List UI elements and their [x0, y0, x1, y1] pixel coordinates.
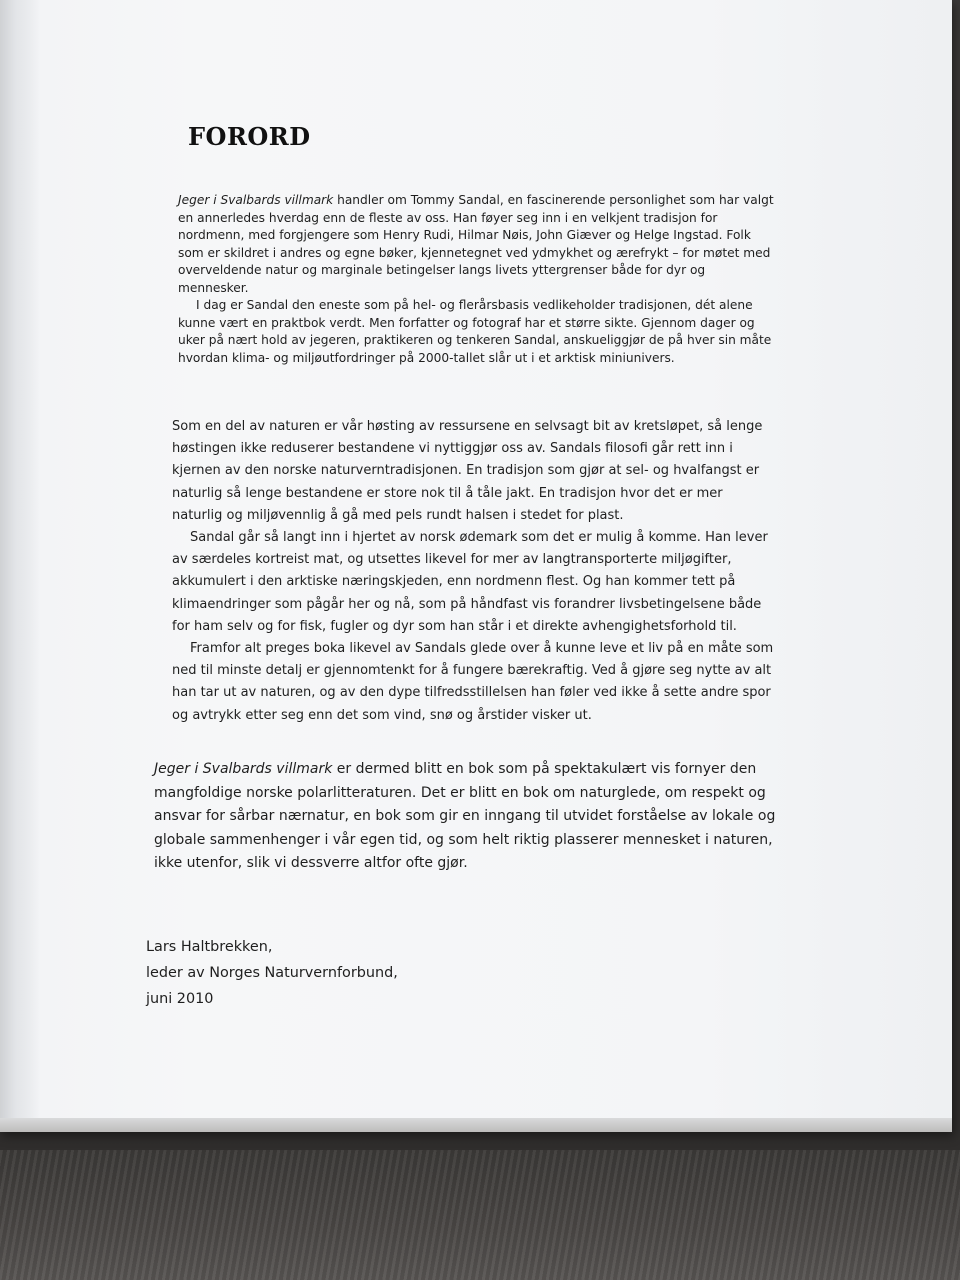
- intro-paragraph-1-text: handler om Tommy Sandal, en fascinerende personlighet som har valgt en annerledes hverdag enn de fleste av oss. Han føyer seg inn i en velkjent tradisjon for nordmenn, med forgjengere som Henry Rudi, Hilmar Nøis, John Giæver og Helge Ingstad. Folk som er skildret i andres og egne bøker, kjennetegnet ved ydmykhet og ærefrykt – for møtet med overveldende natur og marginale betingelser langs livets yttergrenser både for dyr og mennesker.: [178, 193, 774, 295]
- intro-paragraph-1: [178, 192, 774, 297]
- closing-section: [154, 758, 788, 876]
- signature-date: juni 2010: [146, 991, 214, 1007]
- signature-role: leder av Norges Naturvernforbund,: [146, 965, 398, 981]
- body-section: [172, 416, 776, 727]
- intro-paragraph-2: I dag er Sandal den eneste som på hel- og flerårsbasis vedlikeholder tradisjonen, dét alene kunne vært en praktbok verdt. Men forfatter og fotograf har et større sikte. Gjennom dager og uker på nært hold av jegeren, praktikeren og tenkeren Sandal, anskueliggjør de på hver sin måte hvordan klima- og miljøutfordringer på 2000-tallet slår ut i et arktisk miniunivers.: [178, 298, 772, 365]
- floor-background: [0, 1150, 960, 1280]
- book-title-inline: Jeger i Svalbards villmark: [178, 193, 334, 207]
- intro-section: [178, 192, 774, 367]
- book-title-inline-closing: Jeger i Svalbards villmark: [154, 761, 333, 777]
- signature-block: [146, 934, 546, 1012]
- body-paragraph-1: Som en del av naturen er vår høsting av ressursene en selvsagt bit av kretsløpet, så lenge høstingen ikke reduserer bestandene vi nyttiggjør oss av. Sandals filosofi går rett inn i kjernen av den norske naturverntradisjonen. En tradisjon som gjør at sel- og hvalfangst er naturlig så lenge bestandene er store nok til å tåle jakt. En tradisjon hvor det er mer naturlig og miljøvennlig å gå med pels rundt halsen i stedet for plast.: [172, 419, 763, 523]
- body-paragraph-3: Framfor alt preges boka likevel av Sandals glede over å kunne leve et liv på en måte som ned til minste detalj er gjennomtenkt for å fungere bærekraftig. Ved å gjøre seg nytte av alt han tar ut av naturen, og av den dype tilfredsstillelsen han føler ved ikke å sette andre spor og avtrykk etter seg enn det som vind, snø og årstider visker ut.: [172, 641, 774, 723]
- page-edge: [0, 1118, 952, 1132]
- closing-paragraph-text: er dermed blitt en bok som på spektakulært vis fornyer den mangfoldige norske polarlitteraturen. Det er blitt en bok om naturglede, om respekt og ansvar for sårbar nærnatur, en bok som gir en inngang til utvidet forståelse av lokale og globale sammenhenger i vår egen tid, og som helt riktig plasserer mennesket i naturen, ikke utenfor, slik vi dessverre altfor ofte gjør.: [154, 761, 776, 871]
- book-gutter: [0, 0, 40, 1132]
- body-paragraph-2: Sandal går så langt inn i hjertet av norsk ødemark som det er mulig å komme. Han lever av særdeles kortreist mat, og utsettes likevel for mer av langtransporterte miljøgifter, akkumulert i den arktiske næringskjeden, enn nordmenn flest. Og han kommer tett på klimaendringer som pågår her og nå, som på håndfast vis forandrer livsbetingelsene både for ham selv og for fisk, fugler og dyr som han står i et direkte avhengighetsforhold til.: [172, 530, 768, 634]
- signature-name: Lars Haltbrekken,: [146, 939, 273, 955]
- page-heading: FORORD: [188, 122, 311, 151]
- closing-paragraph: [154, 758, 788, 876]
